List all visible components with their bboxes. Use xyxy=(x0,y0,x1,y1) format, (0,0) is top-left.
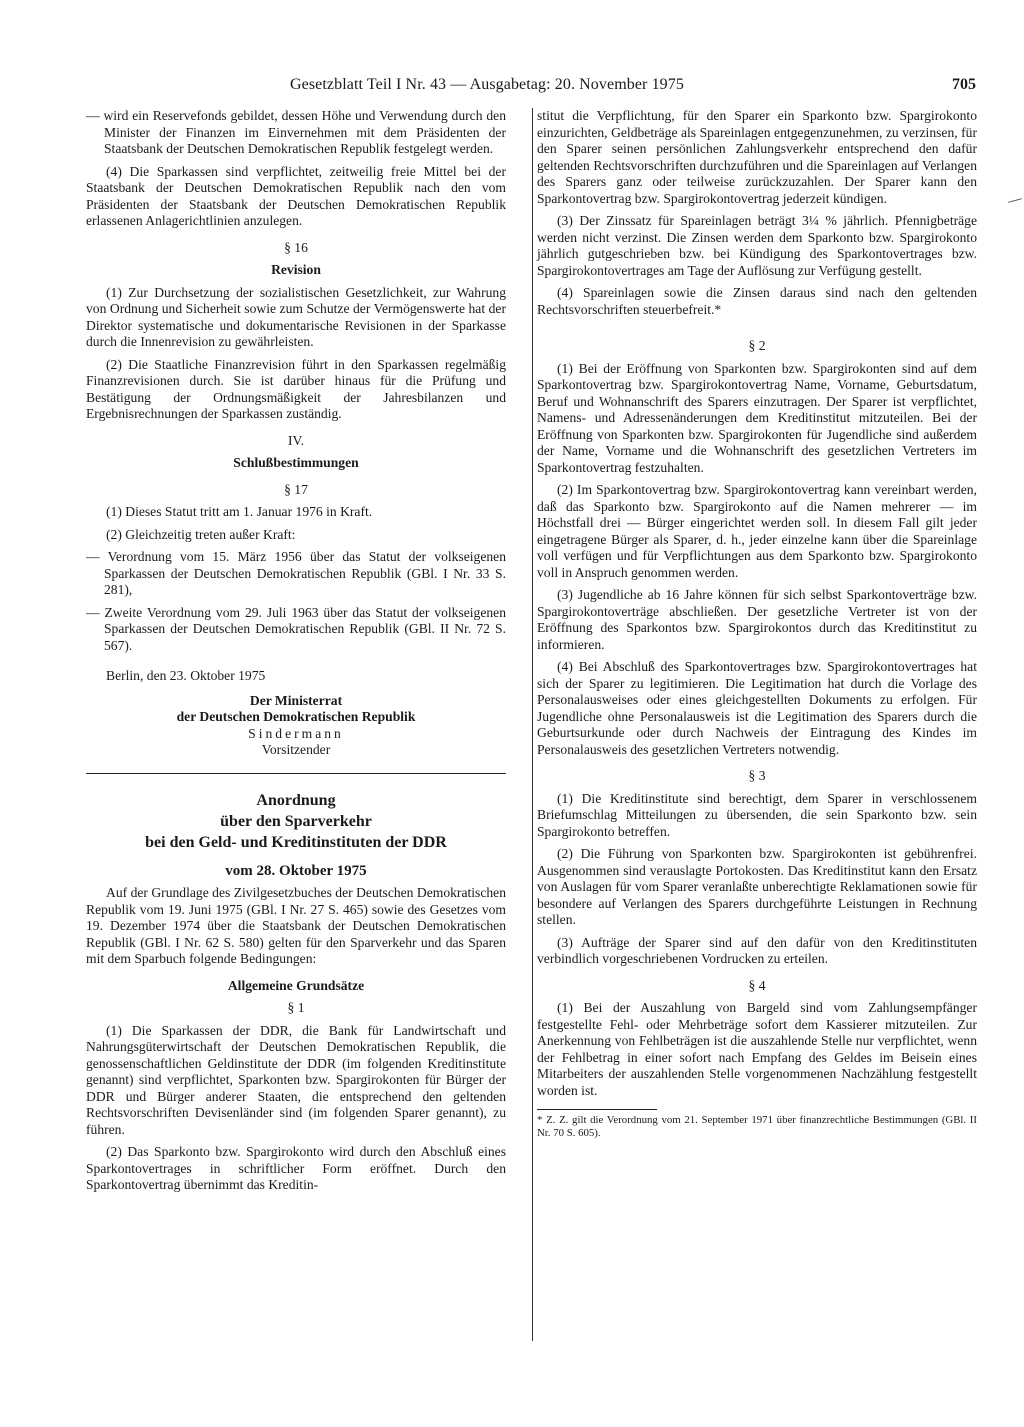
paragraph: (1) Die Sparkassen der DDR, die Bank für Landwirtschaft und Nahrungsgüterwirtschaft der Deutschen Demokratischen Republik, die genossenschaftlichen Geldinstitute der DDR (im folgenden Kreditinstitute genannt) sind verpflichtet, Sparkonten bzw. Spargirokonten für Bürger der DDR und Bürger anderer Staaten, die entsprechend den geltenden Rechtsvorschriften Devisenländer sind (im folgenden Sparer genannt), zu führen. xyxy=(86,1022,506,1137)
signatory-name: Sindermann xyxy=(248,725,344,741)
signature-body-2: der Deutschen Demokratischen Republik xyxy=(176,709,416,724)
signature-body: Der Ministerrat xyxy=(249,692,343,708)
section-number: § 1 xyxy=(287,1000,305,1015)
page-number: 705 xyxy=(952,76,976,93)
paragraph: stitut die Verpflichtung, für den Sparer ein Sparkonto bzw. Spargirokonto einzurichten, Geldbeträge als Spareinlagen entgegenzunehmen, zu verzinsen, für den Sparer seinen persönlichen Zahlungsverkehr entsprechend den dafür geltenden Rechtsvorschriften durchzuführen und die Spareinlagen auf Verlangen des Sparers ganz oder teilweise zurückzuzahlen. Der Sparer kann den Sparkontovertrag bzw. Spargirokontovertrag jederzeit kündigen. xyxy=(537,108,977,206)
section-number: § 16 xyxy=(284,239,308,255)
place-date: Berlin, den 23. Oktober 1975 xyxy=(106,668,266,683)
paragraph: (1) Dieses Statut tritt am 1. Januar 1976 in Kraft. xyxy=(106,504,373,519)
page-header xyxy=(290,76,976,98)
section-number: § 17 xyxy=(284,481,308,497)
section-number: § 3 xyxy=(748,768,766,783)
signatory-role: Vorsitzender xyxy=(261,742,331,757)
paragraph: (3) Der Zinssatz für Spareinlagen beträgt 3¼ % jährlich. Pfennigbeträge werden nicht verzinst. Die Zinsen werden dem Sparkonto bzw. Spargirokonto jährlich gutgeschrieben bzw. bei Kündigung des Sparkontovertrages bzw. Spargirokontovertrages am Tage der Auflösung zur Verfügung gestellt. xyxy=(537,213,977,278)
list-item: — Verordnung vom 15. März 1956 über das Statut der volkseigenen Sparkassen der Deutschen Demokratischen Republik (GBl. I Nr. 33 S. 281), xyxy=(86,549,506,597)
paragraph: (2) Im Sparkontovertrag bzw. Spargirokontovertrag kann vereinbart werden, daß das Sparkonto bzw. Spargirokonto auf die Namen mehrerer — im Höchstfall drei — Bürger eingerichtet werden soll. In diesem Fall gilt jeder eingetragene Bürger als Sparer, d. h., jeder einzelne kann über die Spareinlage voll verfügen und für Verpflichtungen aus dem Sparkonto bzw. Spargirokonto voll in Anspruch genommen werden. xyxy=(537,482,977,580)
paragraph: (1) Bei der Eröffnung von Sparkonten bzw. Spargirokonten sind auf dem Sparkontovertrag bzw. Spargirokontovertrag Name, Vorname, Geburtsdatum, Beruf und Wohnanschrift des Sparers einzutragen. Der Sparer ist verpflichtet, Namens- und Adressenänderungen dem Kreditinstitut mitzuteilen. Bei der Eröffnung von Sparkonten bzw. Spargirokonten für Jugendliche sind außerdem der Name, Vorname und die Wohnanschrift des gesetzlichen Vertreters im Sparkontovertrag festzuhalten. xyxy=(537,360,977,475)
right-column xyxy=(532,108,977,1341)
paragraph: — wird ein Reservefonds gebildet, dessen Höhe und Verwendung durch den Minister der Finanzen im Einvernehmen mit dem Präsidenten der Staatsbank der Deutschen Demokratischen Republik festgelegt werden. xyxy=(86,108,506,156)
section-number: § 4 xyxy=(748,977,766,993)
list-item: — Zweite Verordnung vom 29. Juli 1963 über das Statut der volkseigenen Sparkassen der Deutschen Demokratischen Republik (GBl. II Nr. 72 S. 567). xyxy=(86,604,506,653)
paragraph: (4) Die Sparkassen sind verpflichtet, zeitweilig freie Mittel bei der Staatsbank der Deutschen Demokratischen Republik nach den vom Präsidenten der Staatsbank der Deutschen Demokratischen Republik erlassenen Anlagerichtlinien anzulegen. xyxy=(86,163,506,228)
margin-mark xyxy=(1008,198,1022,203)
section-heading: Allgemeine Grundsätze xyxy=(227,977,365,993)
paragraph: (1) Bei der Auszahlung von Bargeld sind vom Zahlungsempfänger festgestellte Fehl- oder Mehrbeträge sofort dem Kassierer mitzuteilen. Zur Anerkennung von Fehlbeträgen ist die auszahlende Stelle nur verpflichtet, wenn der Fehlbetrag in einer sofort nach Empfang des Geldes im Beisein eines Mitarbeiters der auszahlenden Stelle vorgenommenen Nachzählung festgestellt worden ist. xyxy=(537,1000,977,1098)
paragraph: (2) Die Führung von Sparkonten bzw. Spargirokonten ist gebührenfrei. Ausgenommen sind verauslagte Portokosten. Das Kreditinstitut kann den Ersatz von Auslagen für vom Sparer veranlaßte unberechtigte Reklamationen sowie für besondere auf Verlangen des Sparers durchgeführte Leistungen in Rechnung stellen. xyxy=(537,846,977,927)
paragraph: (2) Das Sparkonto bzw. Spargirokonto wird durch den Abschluß eines Sparkontovertrages in schriftlicher Form eröffnet. Durch den Sparkontovertrag übernimmt das Kreditin- xyxy=(86,1144,506,1192)
paragraph: Auf der Grundlage des Zivilgesetzbuches der Deutschen Demokratischen Republik vom 19. Juni 1975 (GBl. I Nr. 27 S. 465) sowie des Gesetzes vom 19. Dezember 1974 über die Staatsbank der Deutschen Demokratischen Republik (GBl. I Nr. 62 S. 580) gelten für den Sparverkehr und das Sparen mit dem Sparbuch folgende Bedingungen: xyxy=(86,885,506,966)
paragraph: (4) Spareinlagen sowie die Zinsen daraus sind nach den geltenden Rechtsvorschriften steuerbefreit.* xyxy=(537,285,977,317)
title-line: bei den Geld- und Kreditinstituten der DDR xyxy=(145,833,447,851)
paragraph: (2) Die Staatliche Finanzrevision führt in den Sparkassen regelmäßig Finanzrevisionen durch. Sie ist darüber hinaus für die Prüfung und Bestätigung der Ordnungsmäßigkeit der Jahresbilanzen und Ergebnisrechnungen der Sparkassen zuständig. xyxy=(86,356,506,421)
document-date: vom 28. Oktober 1975 xyxy=(225,862,367,879)
paragraph: (3) Jugendliche ab 16 Jahre können für sich selbst Sparkontoverträge bzw. Spargirokontoverträge abschließen. Der gesetzliche Vertreter ist von der Eröffnung des Sparkontos bzw. Spargirokontos durch das Kreditinstitut zu informieren. xyxy=(537,587,977,652)
section-number: § 2 xyxy=(748,338,766,353)
paragraph: (2) Gleichzeitig treten außer Kraft: xyxy=(106,526,296,542)
document-title xyxy=(86,790,506,853)
left-column xyxy=(86,108,506,1200)
title-line: über den Sparverkehr xyxy=(220,812,372,830)
title-line: Anordnung xyxy=(256,791,336,809)
paragraph: (1) Zur Durchsetzung der sozialistischen Gesetzlichkeit, zur Wahrung von Ordnung und Sicherheit sowie zum Schutze der Vermögenswerte hat der Direktor systematische und dokumentarische Revisionen in der Sparkasse durch die Innenrevision zu gewährleisten. xyxy=(86,284,506,349)
part-number: IV. xyxy=(288,432,304,448)
part-title: Schlußbestimmungen xyxy=(233,455,359,470)
footnote-divider xyxy=(537,1109,657,1110)
footnote: * Z. Z. gilt die Verordnung vom 21. September 1971 über finanzrechtliche Bestimmungen (GBl. II Nr. 70 S. 605). xyxy=(537,1114,977,1139)
paragraph: (1) Die Kreditinstitute sind berechtigt, dem Sparer in verschlossenem Briefumschlag Mitteilungen zu übersenden, die sein Sparkonto bzw. sein Spargirokonto betreffen. xyxy=(537,790,977,839)
paragraph: (3) Aufträge der Sparer sind auf den dafür von den Kreditinstituten verbindlich vorgeschriebenen Vordrucken zu erteilen. xyxy=(537,934,977,966)
gazette-title: Gesetzblatt Teil I Nr. 43 — Ausgabetag: 20. November 1975 xyxy=(290,76,684,93)
section-title: Revision xyxy=(271,262,321,277)
divider xyxy=(86,773,506,774)
paragraph: (4) Bei Abschluß des Sparkontovertrages bzw. Spargirokontovertrages hat sich der Sparer zu legitimieren. Die Legitimation hat durch die Vorlage des Personalausweises oder eines gleichgestellten Dokuments zu erfolgen. Für Jugendliche ohne Personalausweis ist die Legitimation des Sparers durch die Geburtsurkunde oder durch Nachweis der Eintragung des Kindes im Personalausweis des gesetzlichen Vertreters notwendig. xyxy=(537,659,977,757)
